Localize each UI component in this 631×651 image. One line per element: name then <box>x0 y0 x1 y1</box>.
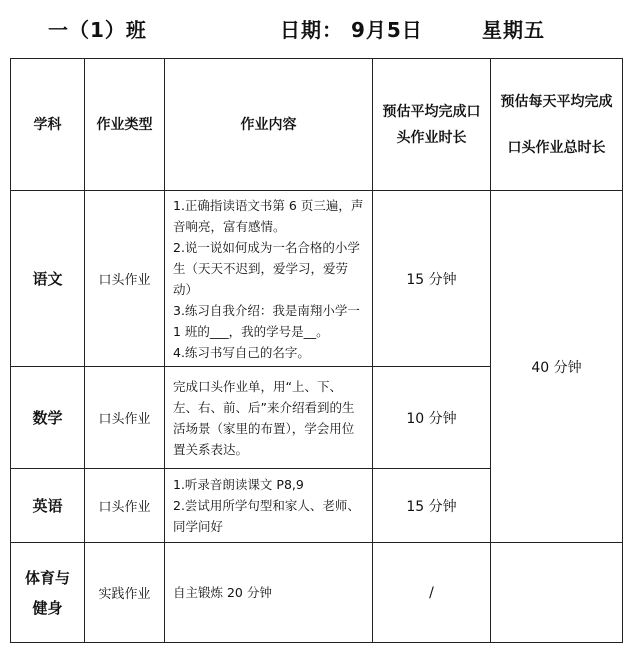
total-time-cell: 40 分钟 <box>491 191 623 543</box>
header-type: 作业类型 <box>85 59 165 191</box>
homework-table <box>10 58 623 643</box>
table-header-row <box>11 59 623 191</box>
content-line: 完成口头作业单，用“上、下、左、右、前、后”来介绍看到的生活场景（家里的布置），学会用位置关系表达。 <box>173 378 355 457</box>
total-time-empty-cell <box>491 543 623 643</box>
time-cell: 15 分钟 <box>373 469 491 543</box>
content-line: 2.说一说如何成为一名合格的小学生（天天不迟到，爱学习，爱劳动） <box>173 239 360 297</box>
content-cell <box>165 469 373 543</box>
content-cell <box>165 191 373 367</box>
page-header <box>0 8 631 48</box>
table-row <box>11 543 623 643</box>
content-line: 1.正确指读语文书第 6 页三遍，声音响亮，富有感情。 <box>173 197 364 234</box>
subject-cell: 英语 <box>11 469 85 543</box>
time-cell: 15 分钟 <box>373 191 491 367</box>
date-label: 日期： 9月5日 <box>280 18 423 42</box>
content-cell <box>165 367 373 469</box>
content-line: 3.练习自我介绍：我是南翔小学一 1 班的___，我的学号是__。 <box>173 302 360 339</box>
content-line: 自主锻炼 20 分钟 <box>173 585 272 600</box>
type-cell: 口头作业 <box>85 191 165 367</box>
content-line: 4.练习书写自己的名字。 <box>173 344 310 360</box>
type-cell: 口头作业 <box>85 469 165 543</box>
class-label: 一（1）班 <box>48 18 147 42</box>
subject-cell: 体育与健身 <box>11 543 85 643</box>
time-cell: 10 分钟 <box>373 367 491 469</box>
time-cell: / <box>373 543 491 643</box>
type-cell: 口头作业 <box>85 367 165 469</box>
header-avg-time: 预估平均完成口头作业时长 <box>373 59 491 191</box>
subject-cell: 语文 <box>11 191 85 367</box>
content-line: 2.尝试用所学句型和家人、老师、同学问好 <box>173 498 360 534</box>
header-total-time: 预估每天平均完成口头作业总时长 <box>491 59 623 191</box>
content-line: 1.听录音朗读课文 P8,9 <box>173 477 304 492</box>
subject-cell: 数学 <box>11 367 85 469</box>
header-content: 作业内容 <box>165 59 373 191</box>
weekday-label: 星期五 <box>482 18 545 42</box>
content-cell <box>165 543 373 643</box>
table-row <box>11 191 623 367</box>
type-cell: 实践作业 <box>85 543 165 643</box>
header-subject: 学科 <box>11 59 85 191</box>
